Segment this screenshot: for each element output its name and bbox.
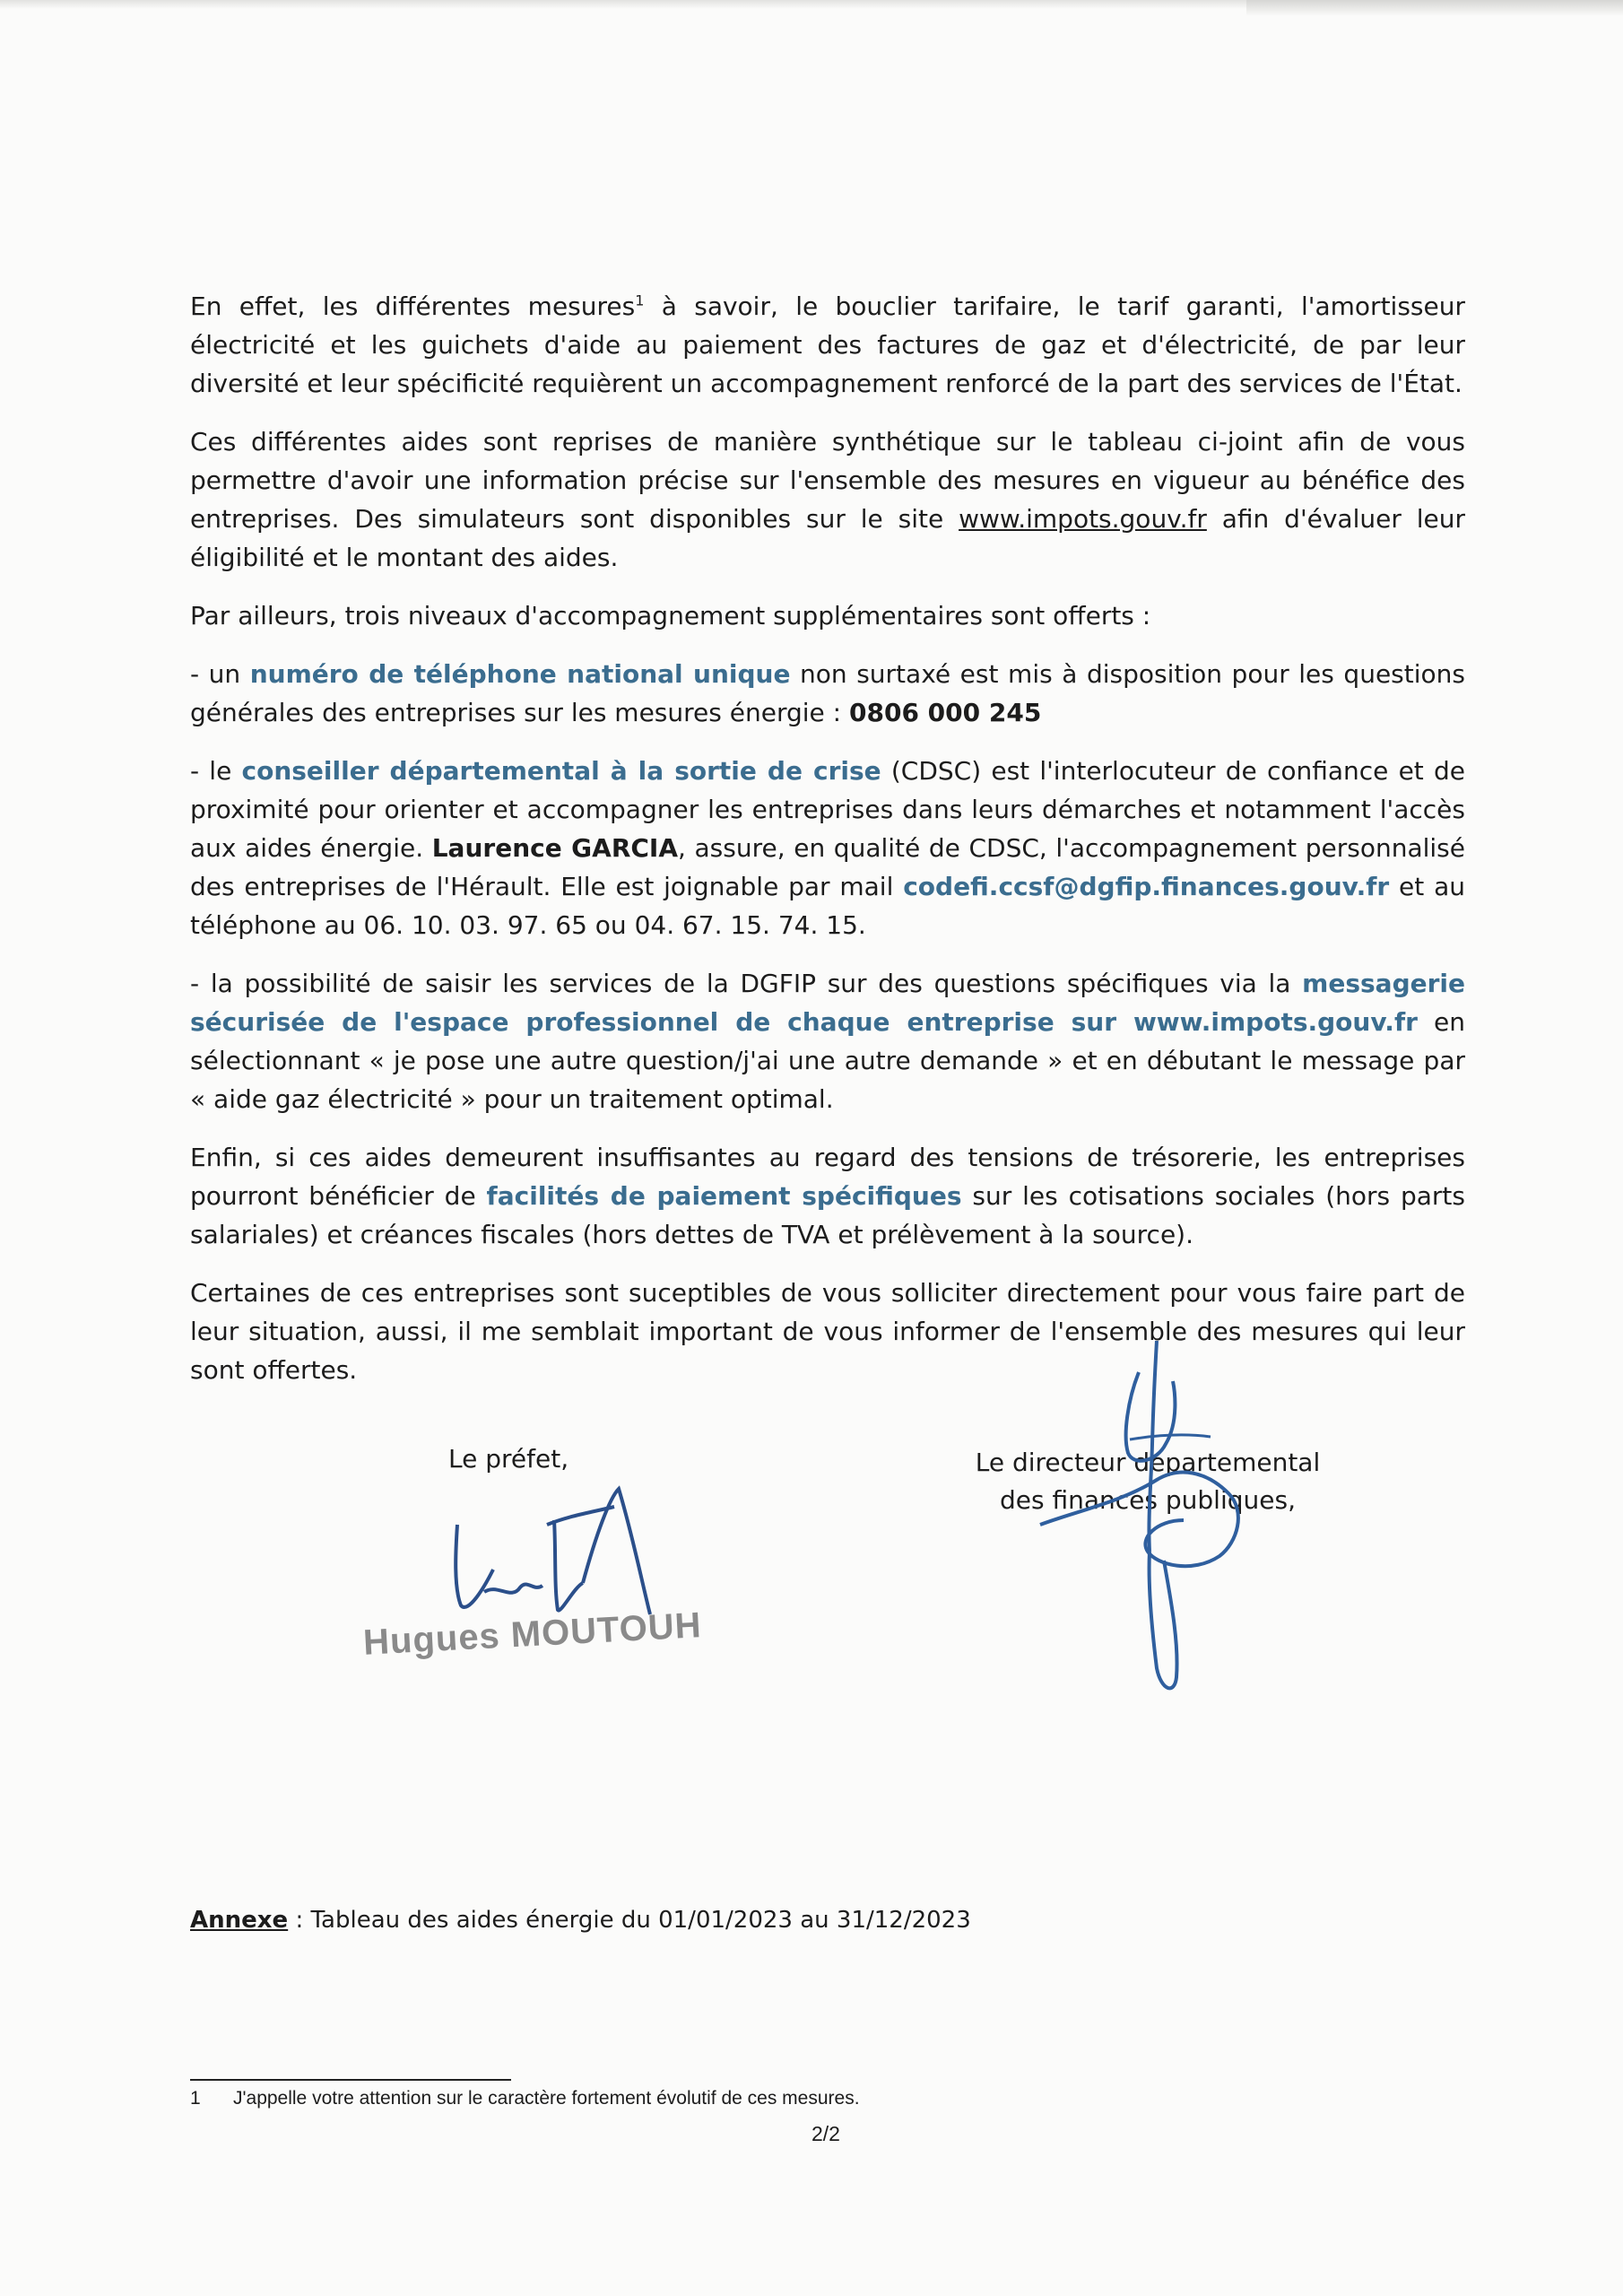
- text: non surtaxé est mis à disposition pour les questions générales des entreprises sur les mesures énergie :: [190, 659, 1465, 727]
- paragraph-phone: [190, 655, 1465, 732]
- text: - un: [190, 659, 250, 689]
- paragraph-dgfip: [190, 964, 1465, 1118]
- paragraph-measures: [190, 287, 1465, 403]
- paragraph-levels: Par ailleurs, trois niveaux d'accompagnement supplémentaires sont offerts :: [190, 601, 1151, 631]
- text: afin d'évaluer leur éligibilité et le montant des aides.: [190, 504, 1466, 572]
- page-number: 2/2: [812, 2122, 840, 2145]
- contact-name: Laurence GARCIA: [431, 833, 679, 863]
- directeur-label-line1: Le directeur départemental: [975, 1448, 1321, 1477]
- contact-email[interactable]: codefi.ccsf@dgfip.finances.gouv.fr: [903, 872, 1390, 901]
- prefet-signature-block: [362, 1444, 807, 1668]
- text: En effet, les différentes mesures: [190, 291, 636, 321]
- paragraph-summary: [190, 422, 1465, 577]
- footnote-text: J'appelle votre attention sur le caractère fortement évolutif de ces mesures.: [233, 2088, 860, 2109]
- annex-text: : Tableau des aides énergie du 01/01/2023 au 31/12/2023: [288, 1907, 971, 1934]
- annex-label: Annexe: [190, 1907, 289, 1934]
- text: Enfin, si ces aides demeurent insuffisantes au regard des tensions de trésorerie, les entreprises pourront bénéficier de: [190, 1143, 1465, 1211]
- text: en sélectionnant « je pose une autre question/j'ai une autre demande » et en débutant le message par « aide gaz électricité » pour un traitement optimal.: [190, 1007, 1465, 1114]
- text: , assure, en qualité de CDSC, l'accompagnement personnalisé des entreprises de l'Hérault. Elle est joignable par mail: [190, 833, 1465, 901]
- impots-link[interactable]: www.impots.gouv.fr: [959, 504, 1207, 534]
- letter-body: [190, 287, 1465, 1409]
- text: à savoir, le bouclier tarifaire, le tarif garanti, l'amortisseur électricité et les guichets d'aide au paiement des factures de gaz et d'électricité, de par leur diversité et leur spécificité requièrent un accompagnement renforcé de la part des services de l'État.: [190, 291, 1465, 398]
- paragraph-cdsc: [190, 752, 1465, 944]
- highlight-phone-service: numéro de téléphone national unique: [249, 659, 791, 689]
- text: - le: [190, 756, 242, 786]
- highlight-payment: facilités de paiement spécifiques: [486, 1181, 962, 1211]
- text: (CDSC) est l'interlocuteur de confiance et de proximité pour orienter et accompagner les entreprises dans leurs démarches et notamment l'accès aux aides énergie.: [190, 756, 1465, 863]
- highlight-cdsc: conseiller départemental à la sortie de crise: [241, 756, 881, 786]
- annex-line: [190, 1907, 971, 1934]
- text: sur les cotisations sociales (hors parts salariales) et créances fiscales (hors dettes de TVA et prélèvement à la source).: [190, 1181, 1465, 1249]
- prefet-label: Le préfet,: [448, 1444, 569, 1474]
- footnote-rule: [190, 2079, 511, 2081]
- text: - la possibilité de saisir les services de la DGFIP sur des questions spécifiques via la: [190, 969, 1303, 998]
- footnote-number: 1: [190, 2088, 201, 2109]
- highlight-messagerie: messagerie sécurisée de l'espace professionnel de chaque entreprise sur www.impots.gouv.fr: [190, 969, 1465, 1037]
- paragraph-payment: [190, 1138, 1465, 1254]
- text: et au téléphone au 06. 10. 03. 97. 65 ou 04. 67. 15. 74. 15.: [190, 872, 1465, 940]
- paragraph-closing: Certaines de ces entreprises sont suceptibles de vous solliciter directement pour vous faire part de leur situation, aussi, il me semblait important de vous informer de l'ensemble des mesures qui leur sont offertes.: [190, 1278, 1465, 1385]
- directeur-signature: [1022, 1336, 1291, 1713]
- prefet-name-stamp: Hugues MOUTOUH: [362, 1605, 703, 1663]
- text: Ces différentes aides sont reprises de manière synthétique sur le tableau ci-joint afin de vous permettre d'avoir une information précise sur l'ensemble des mesures en vigueur au bénéfice des entreprises. Des simulateurs sont disponibles sur le site: [190, 427, 1465, 534]
- directeur-signature-block: [968, 1444, 1345, 1713]
- phone-number: 0806 000 245: [849, 698, 1042, 727]
- scan-shadow: [1246, 0, 1623, 16]
- footnote: [190, 2088, 860, 2109]
- directeur-label-line2: des finances publiques,: [1000, 1485, 1296, 1515]
- footnote-ref: 1: [635, 291, 645, 309]
